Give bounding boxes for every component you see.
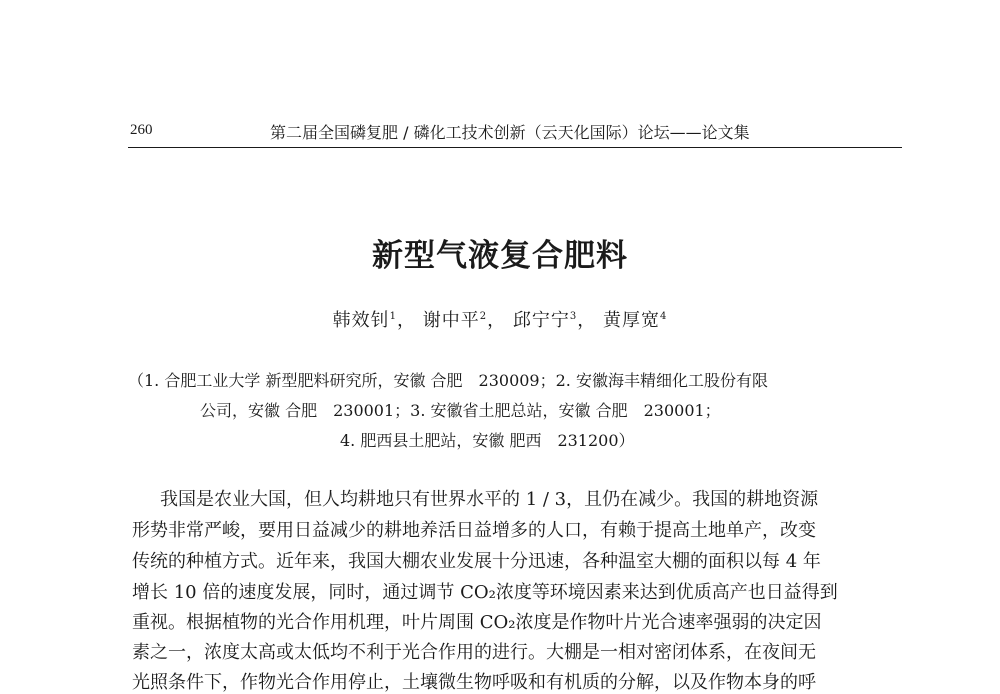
author-affiliation-mark: 2 — [479, 311, 488, 322]
body-paragraph-line: 增长 10 倍的速度发展，同时，通过调节 CO₂浓度等环境因素来达到优质高产也日益得到 — [132, 582, 838, 603]
author-name: 韩效钊 — [332, 310, 390, 331]
author-affiliation-mark: 1 — [389, 311, 398, 322]
body-paragraph-line: 形势非常严峻，要用日益减少的耕地养活日益增多的人口，有赖于提高土地单产，改变 — [132, 520, 816, 541]
header-rule — [128, 147, 902, 148]
author-separator: ， — [397, 310, 417, 331]
affiliation-line: （1. 合肥工业大学 新型肥料研究所，安徽 合肥 230009；2. 安徽海丰精细化工股份有限 — [128, 371, 768, 390]
author-name: 黄厚宽 — [602, 310, 660, 331]
affiliation-line: 4. 肥西县土肥站，安徽 肥西 231200） — [340, 431, 635, 450]
body-paragraph-line: 光照条件下，作物光合作用停止，土壤微生物呼吸和有机质的分解，以及作物本身的呼 — [132, 672, 816, 693]
running-title: 第二届全国磷复肥 / 磷化工技术创新（云天化国际）论坛——论文集 — [270, 123, 750, 142]
author-name: 邱宁宁 — [512, 310, 570, 331]
author-affiliation-mark: 4 — [659, 311, 668, 322]
author-separator: ， — [577, 310, 597, 331]
body-paragraph-line: 传统的种植方式。近年来，我国大棚农业发展十分迅速，各种温室大棚的面积以每 4 年 — [132, 551, 821, 572]
author-list — [0, 306, 1000, 332]
body-paragraph-line: 素之一，浓度太高或太低均不利于光合作用的进行。大棚是一相对密闭体系，在夜间无 — [132, 642, 816, 663]
body-paragraph-line: 重视。根据植物的光合作用机理，叶片周围 CO₂浓度是作物叶片光合速率强弱的决定因 — [132, 612, 822, 633]
page-number: 260 — [130, 122, 153, 138]
author-name: 谢中平 — [422, 310, 480, 331]
author-separator: ， — [487, 310, 507, 331]
page-header — [130, 118, 900, 148]
body-paragraph-line: 我国是农业大国，但人均耕地只有世界水平的 1 / 3，且仍在减少。我国的耕地资源 — [160, 489, 819, 510]
author-affiliation-mark: 3 — [569, 311, 578, 322]
article-title: 新型气液复合肥料 — [372, 238, 628, 274]
affiliation-line: 公司，安徽 合肥 230001；3. 安徽省土肥总站，安徽 合肥 230001； — [200, 401, 721, 420]
